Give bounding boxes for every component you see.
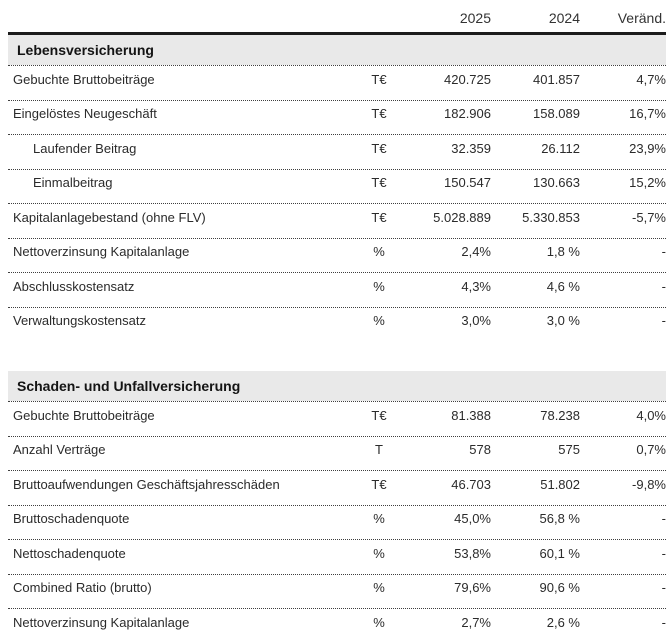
metric-label: Nettoschadenquote [13,545,126,561]
unit-cell: T€ [371,476,387,492]
metric-label: Einmalbeitrag [33,175,113,191]
value-change: 4,0% [636,407,666,423]
value-change: - [661,278,666,294]
value-2024: 401.857 [533,71,580,87]
metric-label: Anzahl Verträge [13,442,106,458]
section-title: Schaden- und Unfallversicherung [17,378,241,394]
unit-cell: T€ [371,140,387,156]
unit-cell: % [373,313,385,329]
table-row [8,574,666,609]
metric-label: Combined Ratio (brutto) [13,580,152,596]
metric-label: Abschlusskostensatz [13,278,135,294]
column-header-2024: 2024 [548,10,580,26]
value-change: 15,2% [629,175,666,191]
value-2024: 56,8 % [539,511,580,527]
metric-label: Nettoverzinsung Kapitalanlage [13,614,190,630]
unit-cell: % [373,614,385,630]
value-2025: 4,3% [461,278,491,294]
unit-cell: T€ [371,106,387,122]
unit-cell: % [373,545,385,561]
value-2024: 3,0 % [546,313,580,329]
metric-label: Gebuchte Bruttobeiträge [13,407,155,423]
table-row [8,203,666,238]
metric-label: Laufender Beitrag [33,140,137,156]
value-change: 0,7% [636,442,666,458]
unit-cell: T [375,442,383,458]
metric-label: Bruttoschadenquote [13,511,130,527]
value-2025: 2,4% [461,244,491,260]
value-change: 4,7% [636,71,666,87]
table-row [8,470,666,505]
section-header-bar [8,371,666,401]
value-2025: 150.547 [444,175,491,191]
table-section [8,35,666,341]
value-change: - [661,545,666,561]
value-2024: 1,8 % [546,244,580,260]
column-header-2025: 2025 [459,10,491,26]
value-2025: 420.725 [444,71,491,87]
value-2024: 4,6 % [546,278,580,294]
table-section [8,371,666,640]
value-2025: 79,6% [454,580,491,596]
value-change: 16,7% [629,106,666,122]
value-2024: 90,6 % [539,580,580,596]
section-header-bar [8,35,666,65]
metric-label: Gebuchte Bruttobeiträge [13,71,155,87]
value-2025: 32.359 [451,140,491,156]
table-row [8,505,666,540]
unit-cell: % [373,278,385,294]
value-2024: 51.802 [540,476,580,492]
value-change: -5,7% [632,209,666,225]
value-2024: 130.663 [533,175,580,191]
value-change: -9,8% [632,476,666,492]
table-row [8,307,666,342]
value-change: - [661,511,666,527]
unit-cell: T€ [371,407,387,423]
metric-label: Verwaltungskostensatz [13,313,146,329]
table-row [8,539,666,574]
column-header-change: Veränd. [617,10,666,26]
table-row [8,272,666,307]
unit-cell: T€ [371,175,387,191]
metric-label: Nettoverzinsung Kapitalanlage [13,244,190,260]
value-2025: 45,0% [454,511,491,527]
metric-label: Bruttoaufwendungen Geschäftsjahresschäden [13,476,280,492]
value-2024: 5.330.853 [522,209,580,225]
table-row [8,238,666,273]
metric-label: Kapitalanlagebestand (ohne FLV) [13,209,206,225]
table-row [8,134,666,169]
value-2025: 182.906 [444,106,491,122]
value-change: - [661,580,666,596]
value-2024: 78.238 [540,407,580,423]
value-2024: 575 [558,442,580,458]
unit-cell: % [373,580,385,596]
table-row [8,65,666,100]
unit-cell: T€ [371,209,387,225]
value-change: 23,9% [629,140,666,156]
table-body [8,35,666,640]
table-row [8,100,666,135]
metric-label: Eingelöstes Neugeschäft [13,106,157,122]
value-2025: 5.028.889 [433,209,491,225]
column-header-row [8,0,666,35]
value-2025: 81.388 [451,407,491,423]
table-row [8,608,666,640]
table-row [8,169,666,204]
value-2025: 2,7% [461,614,491,630]
value-change: - [661,614,666,630]
table-row [8,436,666,471]
value-change: - [661,313,666,329]
value-2025: 3,0% [461,313,491,329]
value-2025: 46.703 [451,476,491,492]
unit-cell: T€ [371,71,387,87]
value-2024: 26.112 [541,140,580,156]
section-title: Lebensversicherung [17,42,154,58]
kpi-table [8,0,666,640]
value-2025: 53,8% [454,545,491,561]
value-2024: 158.089 [533,106,580,122]
value-2025: 578 [469,442,491,458]
value-2024: 60,1 % [539,545,580,561]
unit-cell: % [373,244,385,260]
table-row [8,401,666,436]
unit-cell: % [373,511,385,527]
value-2024: 2,6 % [546,614,580,630]
value-change: - [661,244,666,260]
